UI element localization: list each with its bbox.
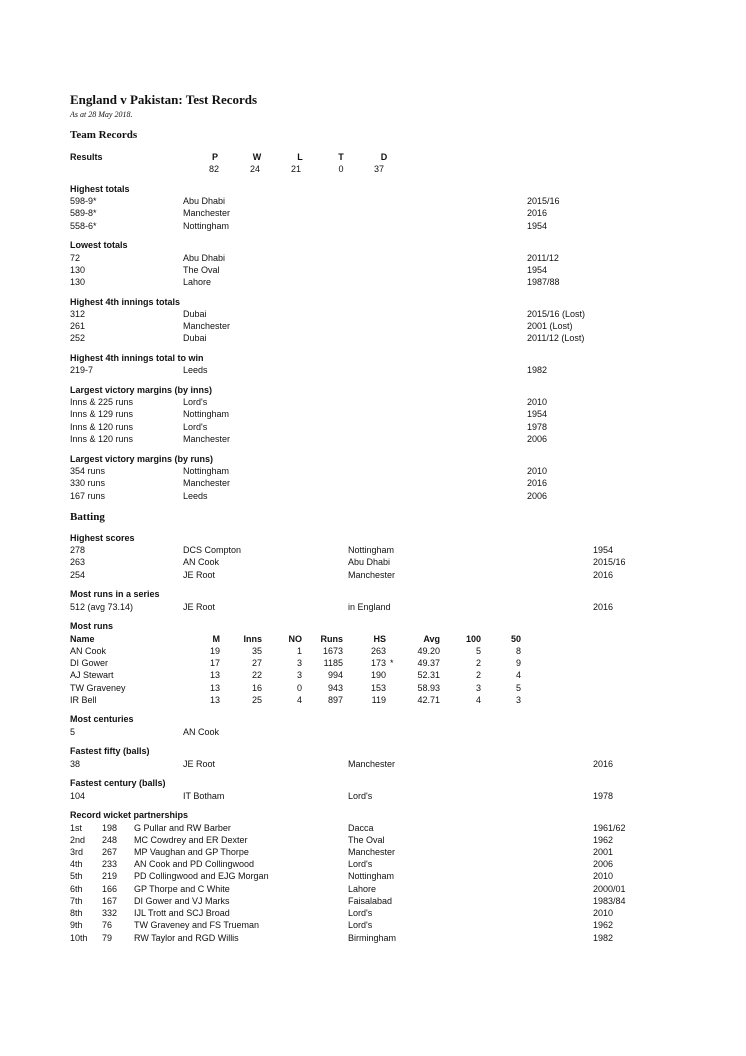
table-row <box>0 871 746 883</box>
table-row <box>0 835 746 847</box>
score-cell: 252 <box>70 333 86 343</box>
table-row <box>0 570 746 582</box>
highest-4th-win-heading <box>0 353 746 365</box>
count-cell: 5 <box>70 727 76 737</box>
highest-scores-heading <box>0 533 746 545</box>
season-cell: 1982 <box>527 365 548 375</box>
results-value-d: 37 <box>373 164 384 174</box>
table-row <box>0 409 746 421</box>
venue-cell: Abu Dhabi <box>183 196 226 206</box>
player-cell: IT Botham <box>183 791 225 801</box>
venue-cell: Abu Dhabi <box>183 253 226 263</box>
section-label: Highest scores <box>70 533 135 543</box>
high-score-cell: 119 <box>371 695 386 705</box>
score-cell: 130 <box>70 277 86 287</box>
not-outs-cell: 1 <box>296 646 302 656</box>
col-header-inns: Inns <box>243 634 262 644</box>
high-score-cell: 263 <box>370 646 386 656</box>
col-header-m: M <box>212 634 220 644</box>
section-label: Record wicket partnerships <box>70 810 189 820</box>
season-cell: 2011/12 (Lost) <box>527 333 585 343</box>
player-cell: AN Cook <box>183 557 220 567</box>
results-header-w: W <box>252 152 262 162</box>
table-row <box>0 859 746 871</box>
innings-cell: 22 <box>251 670 262 680</box>
batsmen-cell: RW Taylor and RGD Willis <box>134 933 239 943</box>
player-cell: JE Root <box>183 570 216 580</box>
table-row <box>0 309 746 321</box>
partnerships-heading <box>0 810 746 822</box>
season-cell: 2000/01 <box>593 884 626 894</box>
margin-cell: 354 runs <box>70 466 106 476</box>
table-row <box>0 365 746 377</box>
venue-cell: Abu Dhabi <box>348 557 391 567</box>
table-row <box>0 823 746 835</box>
table-row <box>0 253 746 265</box>
season-cell: 1982 <box>593 933 614 943</box>
batsmen-cell: MC Cowdrey and ER Dexter <box>134 835 248 845</box>
matches-cell: 17 <box>209 658 220 668</box>
wicket-cell: 5th <box>70 871 83 881</box>
runs-cell: 76 <box>102 920 113 930</box>
season-cell: 2010 <box>593 871 614 881</box>
table-row <box>0 646 746 658</box>
venue-cell: Manchester <box>183 208 231 218</box>
high-score-cell: 190 <box>370 670 386 680</box>
score-cell: 589-8* <box>70 208 97 218</box>
batting-heading: Batting <box>70 511 105 523</box>
runs-cell: 79 <box>102 933 113 943</box>
col-header-50: 50 <box>510 634 521 644</box>
runs-cell: 332 <box>102 908 118 918</box>
season-cell: 1954 <box>593 545 614 555</box>
player-cell: IR Bell <box>70 695 97 705</box>
venue-cell: Nottingham <box>183 221 230 231</box>
venue-cell: The Oval <box>183 265 220 275</box>
season-cell: 1954 <box>527 265 548 275</box>
margin-cell: Inns & 120 runs <box>70 434 134 444</box>
batsmen-cell: TW Graveney and FS Trueman <box>134 920 260 930</box>
table-row <box>0 545 746 557</box>
fastest-century-heading <box>0 778 746 790</box>
venue-cell: Leeds <box>183 491 208 501</box>
results-value-t: 0 <box>338 164 344 174</box>
matches-cell: 13 <box>209 670 220 680</box>
table-row <box>0 847 746 859</box>
season-cell: 1962 <box>593 920 614 930</box>
not-outs-cell: 0 <box>296 683 302 693</box>
wicket-cell: 2nd <box>70 835 86 845</box>
innings-cell: 27 <box>251 658 262 668</box>
venue-cell: Dubai <box>183 333 207 343</box>
results-header-t: T <box>338 152 344 162</box>
most-runs-header-row <box>0 634 746 646</box>
table-row <box>0 491 746 503</box>
hundreds-cell: 3 <box>475 683 481 693</box>
page-subtitle: As at 28 May 2018. <box>70 110 133 119</box>
average-cell: 49.20 <box>417 646 440 656</box>
season-cell: 2016 <box>593 759 614 769</box>
venue-cell: Birmingham <box>348 933 397 943</box>
season-cell: 2015/16 <box>527 196 560 206</box>
venue-cell: Nottingham <box>183 409 230 419</box>
wicket-cell: 7th <box>70 896 83 906</box>
hundreds-cell: 2 <box>475 670 481 680</box>
venue-cell: Nottingham <box>348 871 395 881</box>
col-header-100: 100 <box>465 634 481 644</box>
score-cell: 312 <box>70 309 86 319</box>
col-header-no: NO <box>288 634 302 644</box>
section-label: Highest totals <box>70 184 130 194</box>
margin-cell: 330 runs <box>70 478 106 488</box>
season-cell: 2011/12 <box>527 253 559 263</box>
highest-4th-heading <box>0 297 746 309</box>
season-cell: 1978 <box>527 422 548 432</box>
venue-cell: Lahore <box>183 277 212 287</box>
margins-inns-heading <box>0 385 746 397</box>
most-runs-series-heading <box>0 589 746 601</box>
average-cell: 42.71 <box>417 695 440 705</box>
page-title: England v Pakistan: Test Records <box>70 92 258 107</box>
venue-cell: Lord's <box>348 908 373 918</box>
average-cell: 49.37 <box>417 658 440 668</box>
venue-cell: Manchester <box>348 570 396 580</box>
wicket-cell: 9th <box>70 920 83 930</box>
runs-cell: 1185 <box>323 658 343 668</box>
wicket-cell: 8th <box>70 908 83 918</box>
venue-cell: Lord's <box>183 422 208 432</box>
score-cell: 130 <box>70 265 86 275</box>
season-cell: 2010 <box>593 908 614 918</box>
season-cell: 1962 <box>593 835 614 845</box>
hundreds-cell: 5 <box>475 646 481 656</box>
results-header-d: D <box>380 152 388 162</box>
player-cell: TW Graveney <box>70 683 126 693</box>
col-header-name: Name <box>70 634 95 644</box>
season-cell: 1978 <box>593 791 614 801</box>
high-score-cell: 173 <box>370 658 386 668</box>
score-cell: 278 <box>70 545 86 555</box>
batsmen-cell: GP Thorpe and C White <box>134 884 230 894</box>
player-cell: DCS Compton <box>183 545 242 555</box>
score-cell: 219-7 <box>70 365 94 375</box>
table-row <box>0 727 746 739</box>
runs-cell: 198 <box>102 823 118 833</box>
season-cell: 1987/88 <box>527 277 560 287</box>
innings-cell: 16 <box>251 683 262 693</box>
table-row <box>0 884 746 896</box>
venue-cell: Lord's <box>348 920 373 930</box>
results-values-row <box>0 164 746 176</box>
runs-cell: 267 <box>102 847 118 857</box>
table-row <box>0 333 746 345</box>
table-row <box>0 920 746 932</box>
score-cell: 558-6* <box>70 221 97 231</box>
margin-cell: 167 runs <box>70 491 106 501</box>
table-row <box>0 265 746 277</box>
table-row <box>0 196 746 208</box>
season-cell: 1983/84 <box>593 896 626 906</box>
table-row <box>0 759 746 771</box>
section-label: Largest victory margins (by runs) <box>70 454 214 464</box>
runs-cell: 219 <box>102 871 118 881</box>
fifties-cell: 4 <box>515 670 521 680</box>
venue-cell: Lord's <box>183 397 208 407</box>
most-runs-heading <box>0 621 746 633</box>
fifties-cell: 5 <box>515 683 521 693</box>
batsmen-cell: AN Cook and PD Collingwood <box>134 859 255 869</box>
runs-cell: 943 <box>327 683 343 693</box>
season-cell: 2006 <box>593 859 614 869</box>
table-row <box>0 908 746 920</box>
table-row <box>0 695 746 707</box>
wicket-cell: 3rd <box>70 847 84 857</box>
season-cell: 2015/16 (Lost) <box>527 309 586 319</box>
not-outs-cell: 3 <box>296 658 302 668</box>
section-label: Largest victory margins (by inns) <box>70 385 213 395</box>
runs-cell: 248 <box>102 835 118 845</box>
venue-cell: in England <box>348 602 391 612</box>
batsmen-cell: MP Vaughan and GP Thorpe <box>134 847 249 857</box>
season-cell: 2001 (Lost) <box>527 321 573 331</box>
player-cell: JE Root <box>183 759 216 769</box>
innings-cell: 25 <box>251 695 262 705</box>
results-value-p: 82 <box>208 164 219 174</box>
season-cell: 2015/16 <box>593 557 626 567</box>
season-cell: 2006 <box>527 434 548 444</box>
season-cell: 1954 <box>527 221 548 231</box>
wicket-cell: 4th <box>70 859 83 869</box>
season-cell: 1954 <box>527 409 548 419</box>
venue-cell: Nottingham <box>348 545 395 555</box>
venue-cell: Dubai <box>183 309 207 319</box>
player-cell: AJ Stewart <box>70 670 114 680</box>
score-cell: 254 <box>70 570 86 580</box>
margins-runs-heading <box>0 454 746 466</box>
season-cell: 1961/62 <box>593 823 626 833</box>
venue-cell: Lahore <box>348 884 377 894</box>
margin-cell: Inns & 120 runs <box>70 422 134 432</box>
highest-totals-heading <box>0 184 746 196</box>
season-cell: 2006 <box>527 491 548 501</box>
col-header-avg: Avg <box>423 634 440 644</box>
hundreds-cell: 4 <box>475 695 481 705</box>
venue-cell: Dacca <box>348 823 374 833</box>
season-cell: 2010 <box>527 397 548 407</box>
results-value-l: 21 <box>290 164 301 174</box>
player-cell: AN Cook <box>70 646 107 656</box>
fifties-cell: 8 <box>515 646 521 656</box>
average-cell: 58.93 <box>417 683 440 693</box>
table-row <box>0 933 746 945</box>
venue-cell: Nottingham <box>183 466 230 476</box>
batsmen-cell: PD Collingwood and EJG Morgan <box>134 871 269 881</box>
player-cell: AN Cook <box>183 727 220 737</box>
venue-cell: Manchester <box>183 321 231 331</box>
season-cell: 2016 <box>593 602 614 612</box>
matches-cell: 13 <box>209 695 220 705</box>
table-row <box>0 466 746 478</box>
not-outs-cell: 3 <box>296 670 302 680</box>
runs-cell: 897 <box>327 695 343 705</box>
section-label: Highest 4th innings totals <box>70 297 181 307</box>
balls-cell: 104 <box>70 791 86 801</box>
table-row <box>0 896 746 908</box>
section-label: Fastest century (balls) <box>70 778 166 788</box>
results-value-w: 24 <box>249 164 260 174</box>
lowest-totals-heading <box>0 240 746 252</box>
score-cell: 263 <box>70 557 86 567</box>
fastest-fifty-heading <box>0 746 746 758</box>
fifties-cell: 9 <box>515 658 521 668</box>
col-header-hs: HS <box>373 634 386 644</box>
batsmen-cell: IJL Trott and SCJ Broad <box>134 908 230 918</box>
venue-cell: Manchester <box>183 478 231 488</box>
balls-cell: 38 <box>70 759 81 769</box>
season-cell: 2001 <box>593 847 614 857</box>
section-label: Lowest totals <box>70 240 128 250</box>
margin-cell: Inns & 225 runs <box>70 397 134 407</box>
matches-cell: 19 <box>209 646 220 656</box>
venue-cell: The Oval <box>348 835 385 845</box>
section-label: Most runs in a series <box>70 589 160 599</box>
table-row <box>0 791 746 803</box>
table-row <box>0 658 746 670</box>
wicket-cell: 6th <box>70 884 83 894</box>
score-cell: 598-9* <box>70 196 97 206</box>
not-outs-cell: 4 <box>296 695 302 705</box>
venue-cell: Manchester <box>183 434 231 444</box>
table-row <box>0 683 746 695</box>
table-row <box>0 602 746 614</box>
venue-cell: Manchester <box>348 759 396 769</box>
score-cell: 72 <box>70 253 81 263</box>
score-cell: 261 <box>70 321 86 331</box>
player-cell: JE Root <box>183 602 216 612</box>
margin-cell: Inns & 129 runs <box>70 409 134 419</box>
score-cell: 512 (avg 73.14) <box>70 602 134 612</box>
table-row <box>0 397 746 409</box>
table-row <box>0 557 746 569</box>
venue-cell: Faisalabad <box>348 896 393 906</box>
runs-cell: 167 <box>102 896 118 906</box>
section-label: Most centuries <box>70 714 134 724</box>
most-centuries-heading <box>0 714 746 726</box>
innings-cell: 35 <box>251 646 262 656</box>
matches-cell: 13 <box>209 683 220 693</box>
player-cell: DI Gower <box>70 658 109 668</box>
runs-cell: 166 <box>102 884 118 894</box>
batsmen-cell: DI Gower and VJ Marks <box>134 896 230 906</box>
season-cell: 2016 <box>527 478 548 488</box>
season-cell: 2010 <box>527 466 548 476</box>
runs-cell: 994 <box>327 670 343 680</box>
section-label: Fastest fifty (balls) <box>70 746 150 756</box>
hundreds-cell: 2 <box>475 658 481 668</box>
table-row <box>0 422 746 434</box>
table-row <box>0 478 746 490</box>
venue-cell: Lord's <box>348 791 373 801</box>
batsmen-cell: G Pullar and RW Barber <box>134 823 231 833</box>
table-row <box>0 321 746 333</box>
table-row <box>0 670 746 682</box>
section-label: Most runs <box>70 621 114 631</box>
section-label: Highest 4th innings total to win <box>70 353 204 363</box>
venue-cell: Leeds <box>183 365 208 375</box>
results-header-p: P <box>211 152 218 162</box>
season-cell: 2016 <box>593 570 614 580</box>
not-out-marker: * <box>390 658 394 668</box>
venue-cell: Manchester <box>348 847 396 857</box>
team-records-heading: Team Records <box>70 129 138 141</box>
table-row <box>0 208 746 220</box>
table-row <box>0 221 746 233</box>
venue-cell: Lord's <box>348 859 373 869</box>
wicket-cell: 1st <box>70 823 83 833</box>
wicket-cell: 10th <box>70 933 88 943</box>
fifties-cell: 3 <box>515 695 521 705</box>
results-label: Results <box>70 152 103 162</box>
season-cell: 2016 <box>527 208 548 218</box>
runs-cell: 1673 <box>322 646 343 656</box>
high-score-cell: 153 <box>370 683 386 693</box>
results-header-row <box>0 152 746 164</box>
average-cell: 52.31 <box>417 670 440 680</box>
table-row <box>0 434 746 446</box>
runs-cell: 233 <box>102 859 118 869</box>
results-header-l: L <box>297 152 303 162</box>
col-header-runs: Runs <box>320 634 343 644</box>
table-row <box>0 277 746 289</box>
